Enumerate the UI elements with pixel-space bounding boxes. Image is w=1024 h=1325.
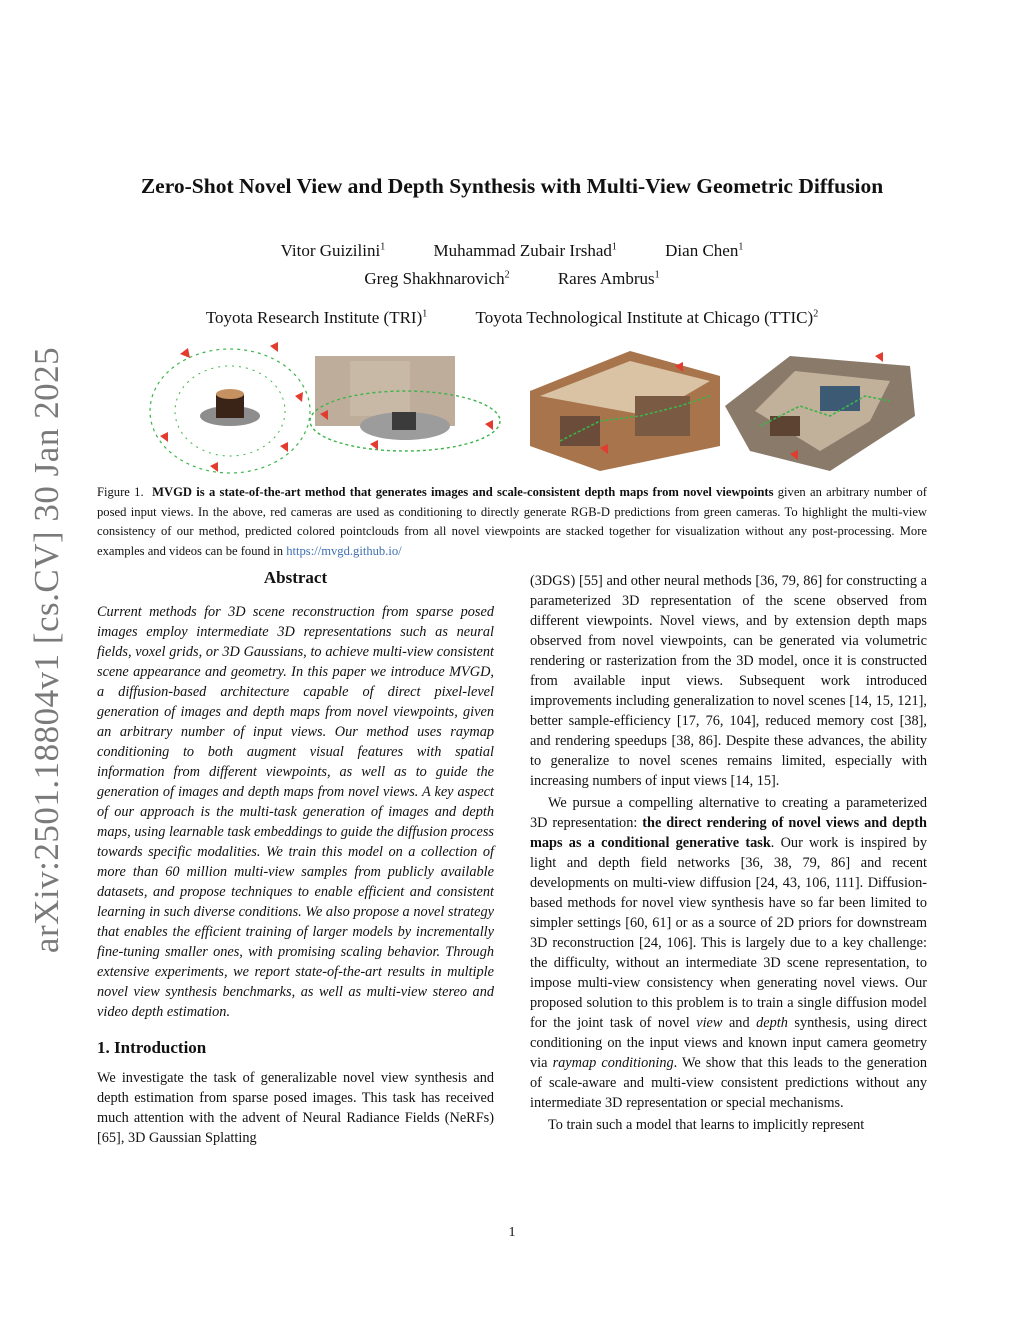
right-column xyxy=(530,571,927,1135)
teaser-panel-object-sphere xyxy=(150,342,310,473)
right-paragraph-3: To train such a model that learns to implicitly represent xyxy=(548,1117,865,1133)
author: Dian Chen$^1$ xyxy=(665,241,744,260)
author: Greg Shakhnarovich$^2$ xyxy=(364,269,510,288)
caption-text: given an arbitrary number of posed input views. In the above, red cameras are used as conditioning to directly generate RGB-D predictions from green cameras. To highlight the multi-view consistency of our method, predicted colored pointclouds from all novel viewpoints are stacked together for visualization without any post-processing. More examples and videos can be found in xyxy=(97,485,928,558)
author: Rares Ambrus$^1$ xyxy=(557,269,660,288)
intro-paragraph: We investigate the task of generalizable novel view synthesis and depth estimation from sparse posed images. This task has received much attention with the advent of Neural Radiance Fields (NeRFs) [65], 3D Gaussian Splatting xyxy=(97,1070,494,1146)
caption-link[interactable]: https://mvgd.github.io/ xyxy=(286,543,402,558)
abstract-text: Current methods for 3D scene reconstruction from sparse posed images employ intermediate 3D representations such as neural fields, voxel grids, or 3D Gaussians, to achieve multi-view consistent scene appearance and geometry. In this paper we introduce MVGD, a diffusion-based architecture capable of direct pixel-level generation of images and depth maps from novel viewpoints, given an arbitrary number of input views. Our method uses raymap conditioning to both augment visual features with spatial information from different viewpoints, as well as to guide the generation of images and depth maps from novel views. A key aspect of our approach is the multi-task generation of images and depth maps, using learnable task embeddings to guide the diffusion process towards specific modalities. We train this model on a collection of more than 60 million multi-view samples from publicly available datasets, and propose techniques to enable efficient and consistent learning in such diverse conditions. We also propose a novel strategy that enables the efficient training of larger models by incrementally fine-tuning smaller ones, with promising scaling behavior. Through extensive experiments, we report state-of-the-art results in multiple novel view synthesis benchmarks, as well as multi-view stereo and video depth estimation. xyxy=(97,604,494,1020)
author: Vitor Guizilini$^1$ xyxy=(280,241,386,260)
paper-title: Zero-Shot Novel View and Depth Synthesis with Multi-View Geometric Diffusion xyxy=(140,174,884,198)
caption-bold: MVGD is a state-of-the-art method that generates images and scale-consistent depth maps from novel viewpoints xyxy=(152,485,774,499)
right-paragraph-1: (3DGS) [55] and other neural methods [36, 79, 86] for constructing a parameterized 3D representation of the scene observed from different viewpoints. Novel views, and by extension depth maps observed from novel viewpoints, can be generated via volumetric rendering or rasterization from the 3D model, once it is constructed from available input views. Subsequent work introduced improvements including generalization to novel scenes [14, 15, 121], better sample-efficiency [17, 76, 104], reduced memory cost [38], and rendering speedups [38, 86]. Despite these advances, the ability to generalize to novel scenes remains limited, especially with increasing numbers of input views [14, 15]. xyxy=(530,573,927,789)
intro-heading: 1. Introduction xyxy=(97,1038,207,1057)
teaser-panel-room-ring xyxy=(310,356,500,451)
teaser-figure xyxy=(130,336,920,476)
author-line-1 xyxy=(0,241,1024,261)
right-paragraph-2: We pursue a compelling alternative to creating a parameterized 3D representation: the direct rendering of novel views and depth maps as a conditional generative task. Our work is inspired by light and depth field networks [36, 38, 79, 86] and recent developments on multi-view diffusion [24, 43, 106, 111]. Diffusion-based methods for novel view synthesis have so far been limited to simpler settings [60, 61] or as a source of 2D priors for downstream 3D reconstruction [24, 106]. This is largely due to a key challenge: the difficulty, without an intermediate 3D scene representation, to impose multi-view consistency when generating novel views. Our proposed solution to this problem is to train a single diffusion model for the joint task of novel view and depth synthesis, using direct conditioning on the input views and known input camera geometry via raymap conditioning. We show that this leads to the generation of scale-aware and multi-view consistent predictions without any intermediate 3D representation or special mechanisms. xyxy=(530,795,928,1111)
affiliation: Toyota Research Institute (TRI)$^1$ xyxy=(205,308,428,327)
arxiv-id-text: arXiv:2501.18804v1 [cs.CV] 30 Jan 2025 xyxy=(27,346,66,954)
page-number: 1 xyxy=(508,1225,516,1240)
teaser-panel-kitchen xyxy=(530,351,720,471)
affiliations xyxy=(0,308,1024,328)
abstract-heading: Abstract xyxy=(263,568,328,587)
figure-caption xyxy=(97,483,927,561)
author: Muhammad Zubair Irshad$^1$ xyxy=(433,241,617,260)
teaser-panel-apartment xyxy=(725,352,915,471)
caption-label: Figure 1. xyxy=(97,485,144,499)
affiliation: Toyota Technological Institute at Chicago (TTIC)$^2$ xyxy=(475,308,819,327)
left-column xyxy=(97,568,494,1148)
author-line-2 xyxy=(0,269,1024,289)
